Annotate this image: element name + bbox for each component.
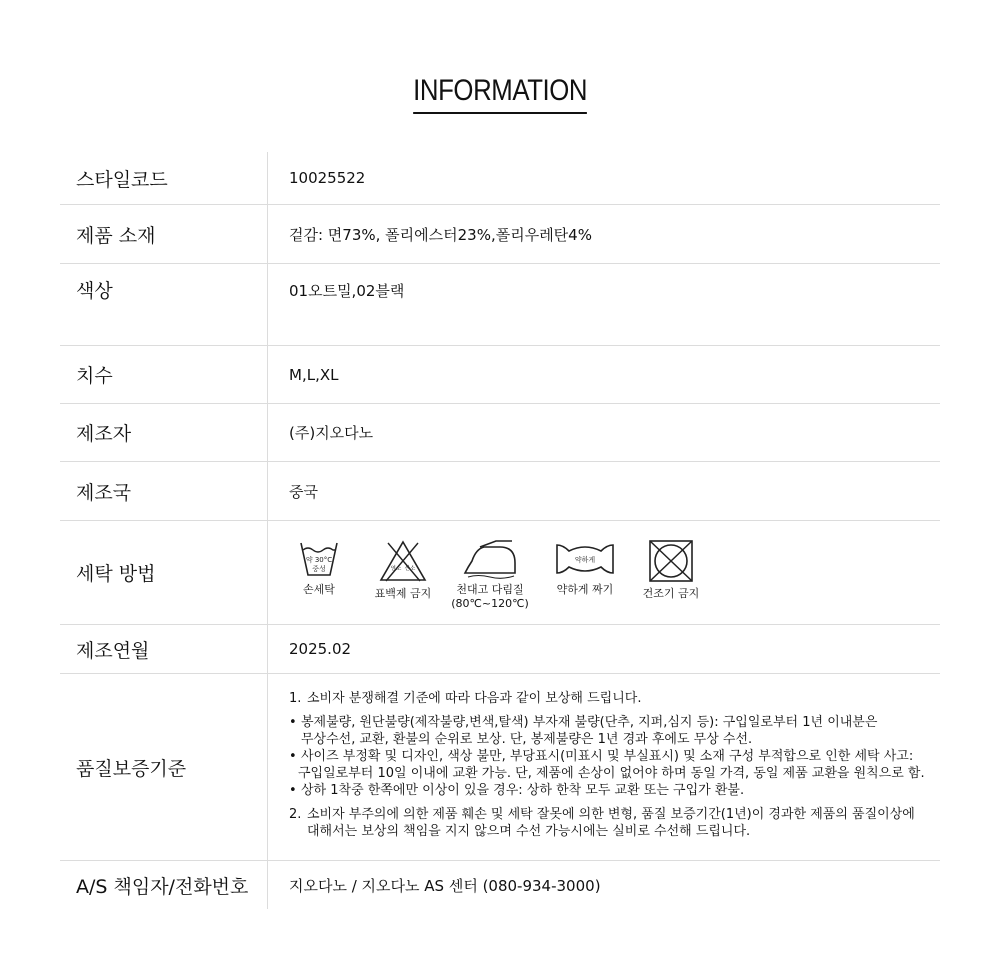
manufacturer-label: 제조자	[60, 404, 268, 461]
row-manufacturer	[60, 404, 940, 462]
style-code-label: 스타일코드	[60, 152, 268, 204]
no-tumble-dry-icon	[648, 539, 694, 583]
row-material	[60, 205, 940, 264]
size-label: 치수	[60, 346, 268, 403]
warranty-bullet-2	[289, 748, 940, 782]
care-no-tumble-dry	[638, 539, 704, 601]
title-text: INFORMATION	[413, 72, 587, 114]
color-value: 01오트밀,02블랙	[289, 282, 405, 300]
row-style-code	[60, 152, 940, 205]
info-table	[60, 152, 940, 909]
care-gentle-wring	[550, 539, 620, 597]
no-bleach-oxygen: 산소	[404, 566, 416, 572]
row-as	[60, 861, 940, 909]
warranty-item-2-line-1: 소비자 부주의에 의한 제품 훼손 및 세탁 잘못에 의한 변형, 품질 보증기간(1년)이 경과한 제품의 품질이상에	[307, 807, 915, 822]
warranty-item-2-num: 2.	[289, 807, 302, 822]
row-warranty	[60, 674, 940, 861]
bullet-dot: •	[289, 749, 297, 764]
country-label: 제조국	[60, 462, 268, 520]
hand-wash-neutral: 중성	[312, 565, 326, 573]
warranty-item-1	[289, 690, 940, 707]
country-value: 중국	[289, 482, 318, 501]
hand-wash-icon	[297, 539, 341, 579]
care-iron	[451, 539, 529, 611]
warranty-item-2-line-2: 대해서는 보상의 책임을 지지 않으며 수선 가능시에는 실비로 수선해 드립니다.	[307, 824, 751, 839]
warranty-item-1-num: 1.	[289, 691, 302, 706]
gentle-wring-icon	[555, 539, 615, 579]
bullet-dot: •	[289, 715, 297, 730]
warranty-bullet-2-line-1: 사이즈 부정확 및 디자인, 색상 불만, 부당표시(미표시 및 부실표시) 및 소재 구성 부적합으로 인한 세탁 사고:	[301, 749, 914, 764]
warranty-text	[268, 674, 940, 860]
hand-wash-temp: 약 30°C	[305, 556, 333, 564]
page-title	[0, 72, 1000, 114]
warranty-bullet-1-line-2: 무상수선, 교환, 환불의 순위로 보상. 단, 봉제불량은 1년 경과 후에도 무상 수선.	[301, 732, 753, 747]
no-bleach-chlorine: 염소	[390, 566, 402, 572]
care-no-bleach	[373, 539, 433, 601]
washing-label: 세탁 방법	[60, 521, 268, 624]
iron-caption: 천대고 다림질	[456, 583, 524, 596]
row-color	[60, 264, 940, 346]
row-date	[60, 625, 940, 674]
warranty-item-1-text: 소비자 분쟁해결 기준에 따라 다음과 같이 보상해 드립니다.	[307, 691, 642, 706]
date-value: 2025.02	[289, 640, 352, 658]
row-washing	[60, 521, 940, 625]
size-value: M,L,XL	[289, 365, 339, 384]
gentle-wring-caption: 약하게 짜기	[556, 583, 614, 596]
material-value: 겉감: 면73%, 폴리에스터23%,폴리우레탄4%	[289, 225, 592, 244]
no-bleach-caption: 표백제 금지	[374, 587, 432, 600]
warranty-bullet-3	[289, 782, 940, 799]
date-label: 제조연월	[60, 625, 268, 673]
color-label: 색상	[60, 264, 268, 345]
bullet-dot: •	[289, 783, 297, 798]
manufacturer-value: (주)지오다노	[289, 424, 374, 442]
warranty-item-2	[289, 806, 940, 840]
hand-wash-caption: 손세탁	[303, 583, 335, 596]
gentle-wring-text: 약하게	[574, 556, 596, 564]
as-value: 지오다노 / 지오다노 AS 센터 (080-934-3000)	[289, 876, 601, 895]
warranty-label: 품질보증기준	[60, 674, 268, 860]
warranty-bullet-3-text: 상하 1착중 한쪽에만 이상이 있을 경우: 상하 한착 모두 교환 또는 구입가 환불.	[301, 783, 745, 798]
style-code-value: 10025522	[289, 169, 366, 187]
no-bleach-icon	[378, 539, 428, 583]
row-size	[60, 346, 940, 404]
warranty-bullet-1	[289, 714, 940, 748]
warranty-bullet-1-line-1: 봉제불량, 원단불량(제작불량,변색,탈색) 부자재 불량(단추, 지퍼,심지 등): 구입일로부터 1년 이내분은	[301, 715, 878, 730]
row-country	[60, 462, 940, 521]
no-tumble-dry-caption: 건조기 금지	[642, 587, 700, 600]
material-label: 제품 소재	[60, 205, 268, 263]
care-hand-wash	[297, 539, 341, 597]
warranty-bullet-2-line-2: 구입일로부터 10일 이내에 교환 가능. 단, 제품에 손상이 없어야 하며 동일 가격, 동일 제품 교환을 원칙으로 함.	[298, 766, 925, 781]
iron-temp-range: (80℃~120℃)	[451, 597, 529, 610]
iron-icon	[462, 539, 518, 579]
as-label: A/S 책임자/전화번호	[60, 861, 268, 909]
care-symbols	[268, 521, 940, 624]
